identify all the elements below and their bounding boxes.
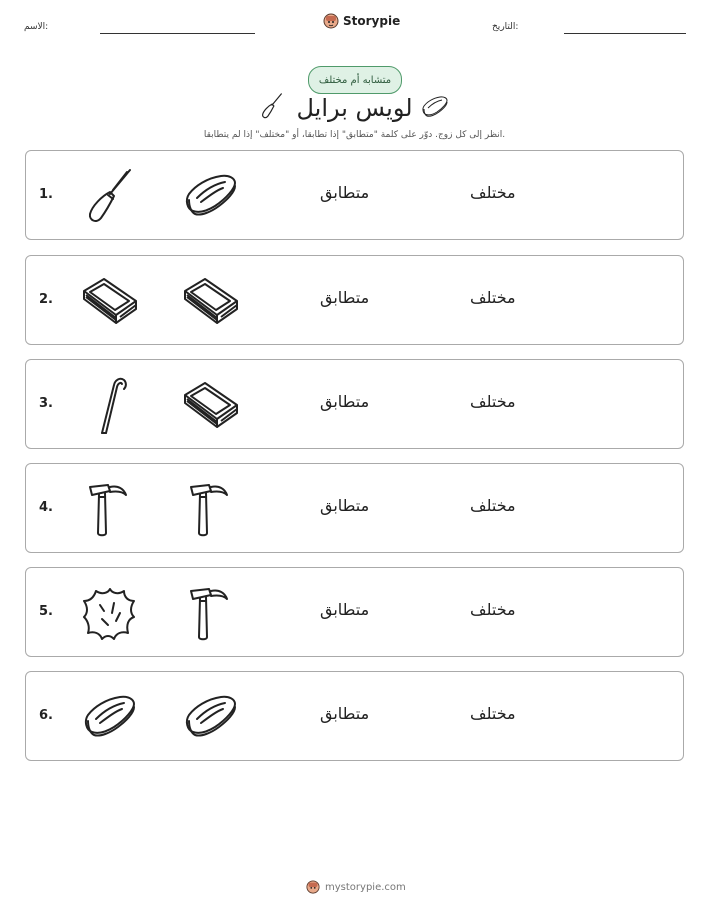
instruction-text: انظر إلى كل زوج. دوّر على كلمة "متطابق" إذا تطابقا، أو "مختلف" إذا لم يتطابقا. [203, 130, 506, 140]
option-same[interactable]: متطابق [320, 288, 370, 307]
page-title: لويس برايل [296, 94, 413, 122]
name-label: الاسم: [24, 22, 49, 32]
leather-block-icon [181, 687, 241, 747]
brand-name: Storypie [343, 14, 401, 28]
storypie-mascot-icon [323, 13, 339, 29]
option-different[interactable]: مختلف [470, 704, 516, 723]
name-line[interactable] [100, 33, 255, 34]
book-icon [181, 375, 241, 435]
question-number: 6. [39, 708, 53, 723]
option-different[interactable]: مختلف [470, 392, 516, 411]
question-number: 5. [39, 604, 53, 619]
footer-link[interactable]: mystorypie.com [325, 881, 406, 893]
option-different[interactable]: مختلف [470, 183, 516, 202]
option-same[interactable]: متطابق [320, 600, 370, 619]
hammer-icon [80, 479, 140, 539]
cane-icon [80, 375, 140, 435]
storypie-mascot-icon [306, 880, 320, 894]
category-tag: متشابه أم مختلف [308, 66, 402, 94]
question-row-1 [25, 150, 684, 240]
hammer-icon [181, 583, 241, 643]
question-row-6 [25, 671, 684, 761]
option-same[interactable]: متطابق [320, 183, 370, 202]
question-row-4 [25, 463, 684, 553]
option-same[interactable]: متطابق [320, 704, 370, 723]
brand-logo [323, 13, 400, 29]
hammer-icon [181, 479, 241, 539]
question-number: 2. [39, 292, 53, 307]
option-different[interactable]: مختلف [470, 600, 516, 619]
question-number: 3. [39, 396, 53, 411]
question-row-2 [25, 255, 684, 345]
option-same[interactable]: متطابق [320, 496, 370, 515]
leather-block-icon [420, 92, 450, 122]
option-different[interactable]: مختلف [470, 288, 516, 307]
question-row-3 [25, 359, 684, 449]
leather-block-icon [80, 687, 140, 747]
question-number: 4. [39, 500, 53, 515]
question-number: 1. [39, 187, 53, 202]
leather-block-icon [181, 166, 241, 226]
footer [306, 880, 406, 894]
date-label: التاريخ: [492, 22, 519, 32]
leather-hide-icon [80, 583, 140, 643]
option-same[interactable]: متطابق [320, 392, 370, 411]
book-icon [80, 271, 140, 331]
question-row-5 [25, 567, 684, 657]
option-different[interactable]: مختلف [470, 496, 516, 515]
book-icon [181, 271, 241, 331]
awl-icon [80, 166, 140, 226]
date-line[interactable] [564, 33, 686, 34]
